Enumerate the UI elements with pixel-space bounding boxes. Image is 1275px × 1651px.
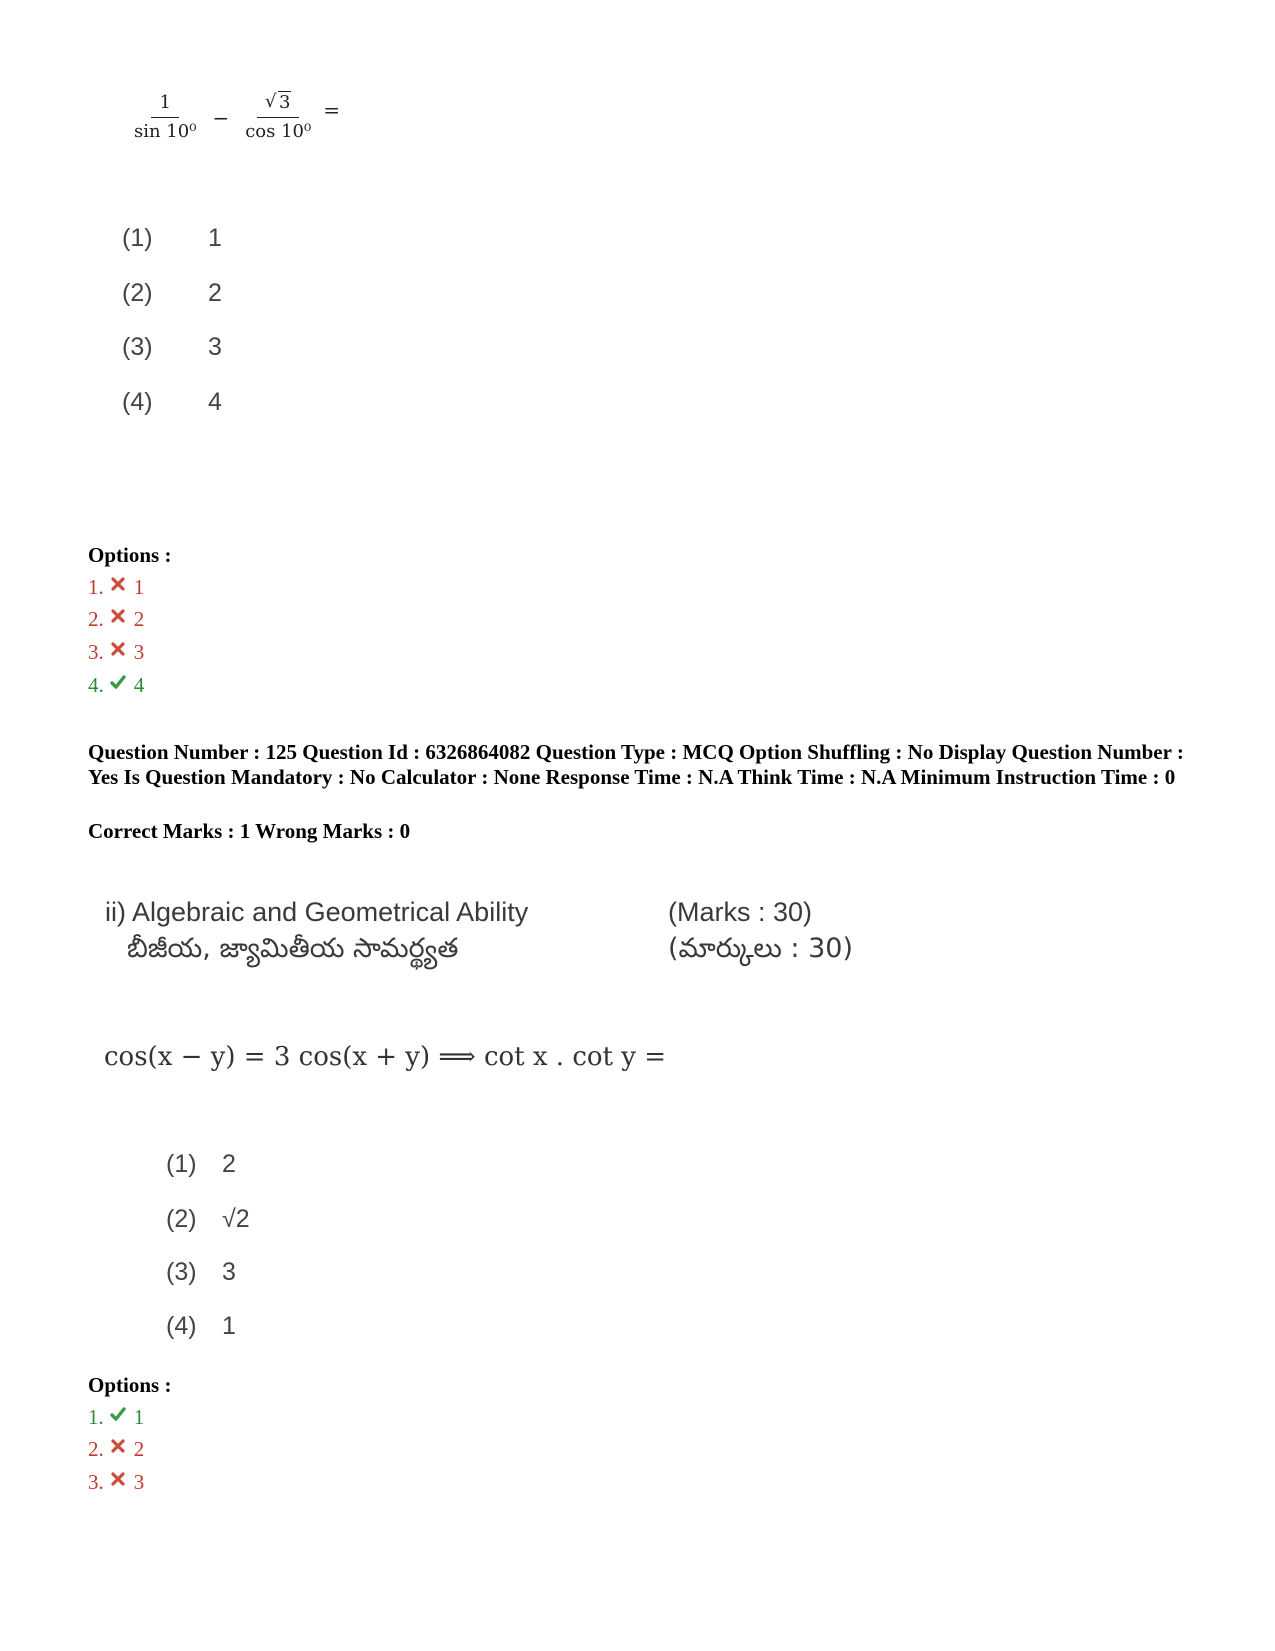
cross-icon — [110, 641, 126, 657]
options-title-b: Options : — [88, 1373, 172, 1397]
fraction-2: √ $\frac{3}{\text{cos 10⁰}}$ — [237, 92, 319, 143]
options-title-a: Options : — [88, 543, 172, 567]
question-a-choice-1: (1) 1 — [122, 224, 222, 252]
question-meta: Question Number : 125 Question Id : 6326864082 Question Type : MCQ Option Shuffling : No Display Question Number : Yes Is Question Mandatory : No Calculator : None Response Time : N.A Think Time : N.A Minimum Instruction Time : 0 — [88, 740, 1184, 789]
option-a-3: 3. 3 — [88, 640, 145, 664]
marks-label: (Marks : 30) — [668, 897, 813, 927]
cross-icon — [110, 608, 126, 624]
question-b-choice-4: (4) 1 — [166, 1312, 236, 1340]
question-b-formula: cos(x − y) = 3 cos(x + y) ⟹ cot x . cot y = — [104, 1042, 666, 1072]
option-a-1: 1. 1 — [88, 575, 145, 599]
check-icon — [110, 674, 126, 690]
question-a-formula — [122, 92, 344, 143]
question-a-choice-2: (2) 2 — [122, 279, 222, 307]
option-a-4: 4. 4 — [88, 673, 145, 697]
minus-sign: − — [212, 105, 230, 130]
section-title: ii) Algebraic and Geometrical Ability — [105, 897, 529, 927]
square-root: √ 3 — [265, 92, 291, 113]
check-icon — [110, 1406, 126, 1422]
marks-label-telugu: (మార్కులు : 30) — [668, 933, 853, 964]
marks-line: Correct Marks : 1 Wrong Marks : 0 — [88, 819, 411, 843]
cross-icon — [110, 1471, 126, 1487]
cross-icon — [110, 576, 126, 592]
option-b-1: 1. 1 — [88, 1405, 145, 1429]
equals-sign: = — [323, 97, 340, 122]
question-a-choice-3: (3) 3 — [122, 333, 222, 361]
question-b-choice-2: (2) √2 — [166, 1205, 250, 1233]
fraction-1: $\frac{1}{\text{sin 10⁰}}$ — [134, 92, 197, 142]
option-b-3: 3. 3 — [88, 1470, 145, 1494]
section-title-telugu: బీజీయ, జ్యామితీయ సామర్థ్యత — [127, 933, 459, 964]
cross-icon — [110, 1438, 126, 1454]
question-b-choice-3: (3) 3 — [166, 1258, 236, 1286]
option-a-2: 2. 2 — [88, 607, 145, 631]
option-b-2: 2. 2 — [88, 1437, 145, 1461]
question-b-choice-1: (1) 2 — [166, 1150, 236, 1178]
question-a-choice-4: (4) 4 — [122, 388, 222, 416]
